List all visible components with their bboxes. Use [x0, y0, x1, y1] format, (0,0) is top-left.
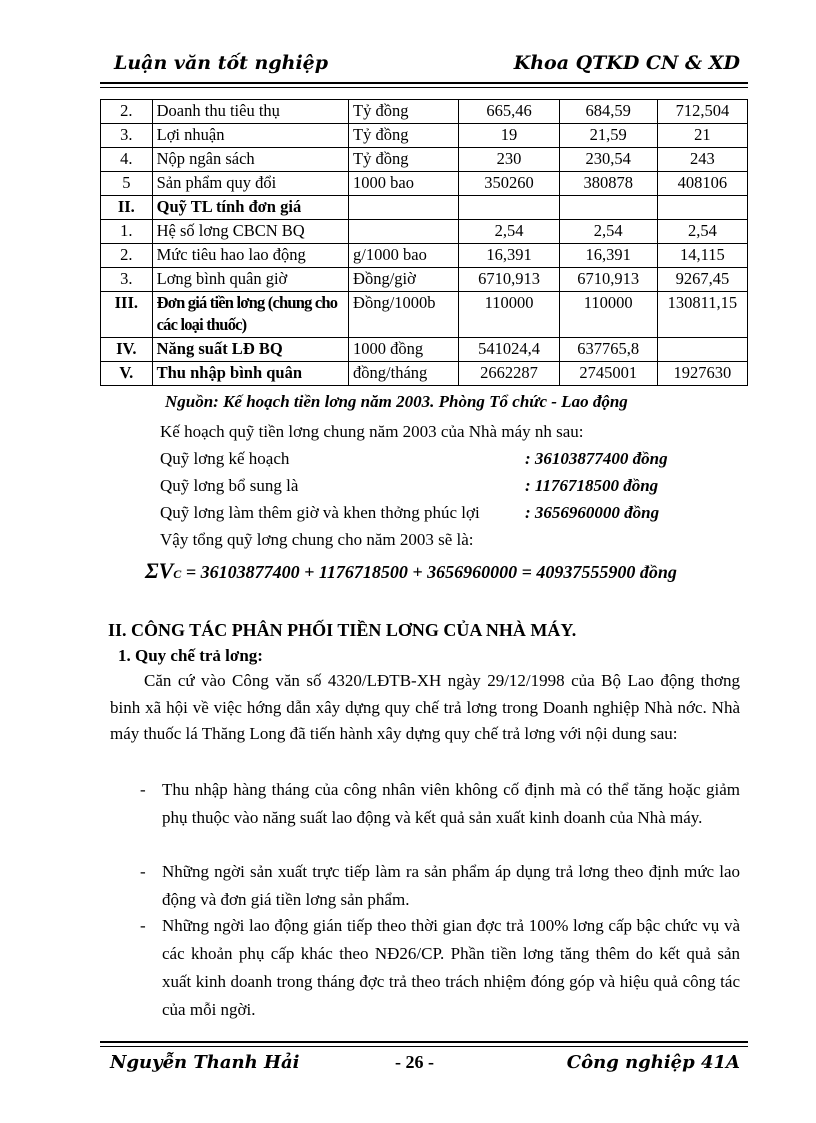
row-unit: 1000 bao — [349, 172, 459, 196]
row-item: Quỹ TL tính đơn giá — [152, 196, 348, 220]
row-value-2003: 2,54 — [559, 220, 657, 244]
row-unit: g/1000 bao — [349, 244, 459, 268]
row-item: Năng suất LĐ BQ — [152, 338, 348, 362]
header-rule-thin — [100, 87, 748, 88]
intro-paragraph: Căn cứ vào Công văn số 4320/LĐTB-XH ngày 29/12/1998 của Bộ Lao động thơng binh xã hội về việc hớng dẫn xây dựng quy chế trả lơng trong Doanh nghiệp Nhà nớc. Nhà máy thuốc lá Thăng Long đã tiến hành xây dựng quy chế trả lơng với nội dung sau: — [110, 671, 740, 743]
footer-class: Công nghiệp 41A — [566, 1052, 740, 1073]
row-unit — [349, 196, 459, 220]
row-value-2003: 380878 — [559, 172, 657, 196]
row-value-2002: 16,391 — [459, 244, 559, 268]
bullet-text: Thu nhập hàng tháng của công nhân viên không cố định mà có thể tăng hoặc giảm phụ thuộc vào năng suất lao động và kết quả sản xuất kinh doanh của Nhà máy. — [162, 780, 740, 827]
row-value-2002: 110000 — [459, 292, 559, 338]
sigma-symbol: ΣV — [145, 558, 174, 583]
row-value-2003: 16,391 — [559, 244, 657, 268]
row-value-2003 — [559, 196, 657, 220]
header-rule — [100, 82, 748, 84]
footer-rule-thin — [100, 1046, 748, 1047]
row-value-plan — [657, 196, 747, 220]
row-value-2003: 230,54 — [559, 148, 657, 172]
row-value-plan: 21 — [657, 124, 747, 148]
row-number: 5 — [101, 172, 153, 196]
bullet-item — [140, 858, 740, 914]
footer-author: Nguyễn Thanh Hải — [110, 1052, 300, 1073]
salary-plan-table — [100, 99, 748, 386]
table-row — [101, 338, 748, 362]
row-value-2002: 541024,4 — [459, 338, 559, 362]
row-value-2003: 6710,913 — [559, 268, 657, 292]
header-left-text: Luận văn tốt nghiệp — [114, 52, 329, 74]
table-row — [101, 268, 748, 292]
row-value-plan: 14,115 — [657, 244, 747, 268]
table-source-note: Nguồn: Kế hoạch tiền lơng năm 2003. Phòng Tổ chức - Lao động — [165, 392, 628, 411]
fund-plan-label: Quỹ lơng kế hoạch — [160, 449, 290, 468]
page-number: - 26 - — [395, 1052, 434, 1072]
bullet-text: Những ngời sản xuất trực tiếp làm ra sản phẩm áp dụng trả lơng theo định mức lao động và đơn giá tiền lơng sản phẩm. — [162, 862, 740, 909]
fund-overtime-value: : 3656960000 đồng — [525, 503, 660, 522]
table-row — [101, 196, 748, 220]
row-value-2002: 665,46 — [459, 100, 559, 124]
header-right-text: Khoa QTKD CN & XD — [513, 52, 740, 74]
plan-intro: Kế hoạch quỹ tiền lơng chung năm 2003 của Nhà máy nh sau: — [160, 422, 584, 441]
sigma-subscript: C — [173, 567, 182, 581]
subsection-title: 1. Quy chế trả lơng: — [118, 646, 263, 665]
row-item: Thu nhập bình quân — [152, 362, 348, 386]
fund-plan-value: : 36103877400 đồng — [525, 449, 668, 468]
row-value-plan — [657, 338, 747, 362]
row-number: 4. — [101, 148, 153, 172]
table-row — [101, 100, 748, 124]
table-row — [101, 148, 748, 172]
row-number: 2. — [101, 100, 153, 124]
table-row — [101, 220, 748, 244]
bullet-dash: - — [140, 916, 146, 935]
table-row — [101, 124, 748, 148]
page-header — [108, 52, 740, 78]
row-value-plan: 712,504 — [657, 100, 747, 124]
row-value-2002: 2662287 — [459, 362, 559, 386]
page-footer — [110, 1052, 740, 1076]
footer-rule — [100, 1041, 748, 1043]
row-value-plan: 1927630 — [657, 362, 747, 386]
row-item: Doanh thu tiêu thụ — [152, 100, 348, 124]
row-unit: Tỷ đồng — [349, 148, 459, 172]
row-unit: đồng/tháng — [349, 362, 459, 386]
row-item: Lợi nhuận — [152, 124, 348, 148]
row-value-2003: 637765,8 — [559, 338, 657, 362]
bullet-dash: - — [140, 780, 146, 799]
table-row — [101, 172, 748, 196]
fund-overtime-label: Quỹ lơng làm thêm giờ và khen thởng phúc lợi — [160, 503, 480, 522]
row-number: 1. — [101, 220, 153, 244]
row-number: II. — [101, 196, 153, 220]
bullet-item — [140, 912, 740, 1024]
fund-supplement-label: Quỹ lơng bổ sung là — [160, 476, 299, 495]
row-item: Sản phẩm quy đổi — [152, 172, 348, 196]
total-intro: Vậy tổng quỹ lơng chung cho năm 2003 sẽ là: — [160, 530, 474, 549]
row-value-2002: 19 — [459, 124, 559, 148]
row-unit: Tỷ đồng — [349, 124, 459, 148]
total-fund-formula — [145, 558, 677, 584]
row-value-2002 — [459, 196, 559, 220]
row-number: III. — [101, 292, 153, 338]
row-value-2002: 2,54 — [459, 220, 559, 244]
row-unit: Tỷ đồng — [349, 100, 459, 124]
row-unit: Đồng/giờ — [349, 268, 459, 292]
row-value-2003: 684,59 — [559, 100, 657, 124]
row-number: V. — [101, 362, 153, 386]
row-item: Đơn giá tiền lơng (chung cho các loại thuốc) — [152, 292, 348, 338]
row-item: Hệ số lơng CBCN BQ — [152, 220, 348, 244]
row-value-2002: 6710,913 — [459, 268, 559, 292]
row-value-plan: 408106 — [657, 172, 747, 196]
row-value-2003: 2745001 — [559, 362, 657, 386]
row-unit: 1000 đồng — [349, 338, 459, 362]
bullet-dash: - — [140, 862, 146, 881]
row-value-plan: 243 — [657, 148, 747, 172]
row-number: 3. — [101, 124, 153, 148]
row-value-2003: 110000 — [559, 292, 657, 338]
bullet-text: Những ngời lao động gián tiếp theo thời gian đợc trả 100% lơng cấp bậc chức vụ và các khoản phụ cấp khác theo NĐ26/CP. Phần tiền lơng tăng thêm do kết quả sản xuất kinh doanh trong tháng đợc trả theo trách nhiệm đóng góp và hiệu quả công tác của mỗi ngời. — [162, 916, 740, 1019]
table-row — [101, 362, 748, 386]
row-unit: Đồng/1000b — [349, 292, 459, 338]
table-row — [101, 292, 748, 338]
row-value-plan: 130811,15 — [657, 292, 747, 338]
row-value-2003: 21,59 — [559, 124, 657, 148]
row-item: Lơng bình quân giờ — [152, 268, 348, 292]
table-row — [101, 244, 748, 268]
row-value-plan: 9267,45 — [657, 268, 747, 292]
row-number: 3. — [101, 268, 153, 292]
bullet-item — [140, 776, 740, 832]
row-number: IV. — [101, 338, 153, 362]
fund-supplement-value: : 1176718500 đồng — [525, 476, 659, 495]
row-value-2002: 230 — [459, 148, 559, 172]
row-number: 2. — [101, 244, 153, 268]
row-value-2002: 350260 — [459, 172, 559, 196]
row-unit — [349, 220, 459, 244]
formula-expression: = 36103877400 + 1176718500 + 3656960000 = 40937555900 đồng — [181, 562, 677, 582]
row-value-plan: 2,54 — [657, 220, 747, 244]
row-item: Nộp ngân sách — [152, 148, 348, 172]
row-item: Mức tiêu hao lao động — [152, 244, 348, 268]
section-title: II. CÔNG TÁC PHÂN PHỐI TIỀN LƠNG CỦA NHÀ MÁY. — [108, 620, 577, 640]
